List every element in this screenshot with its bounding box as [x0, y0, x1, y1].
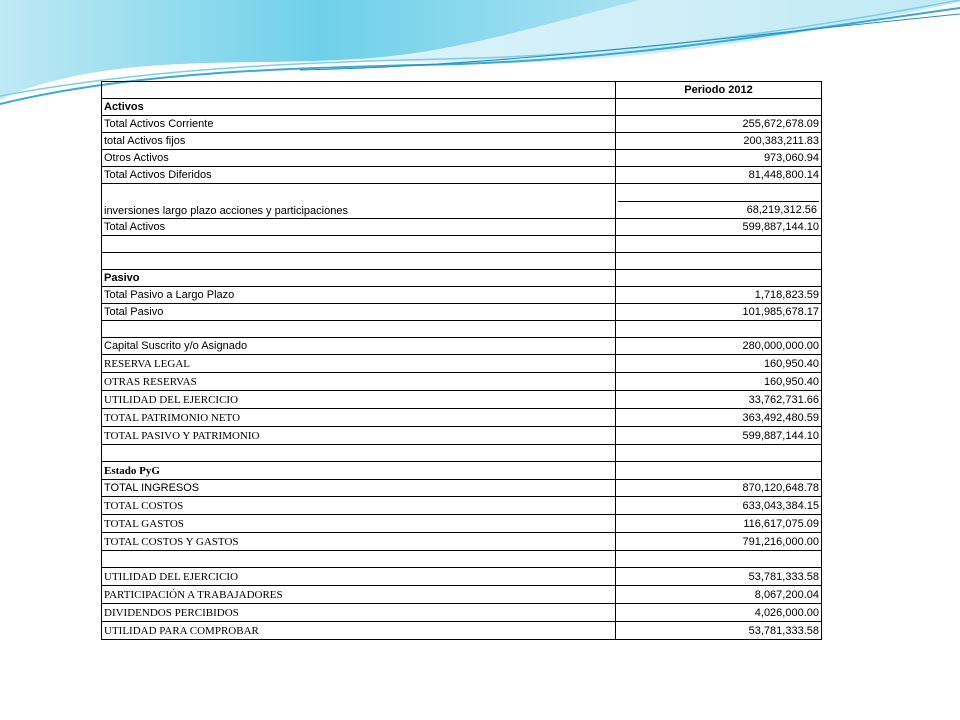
row-label: UTILIDAD PARA COMPROBAR — [102, 622, 616, 640]
table-row — [102, 304, 822, 321]
row-value: 255,672,678.09 — [616, 116, 822, 133]
period-header: Periodo 2012 — [616, 82, 822, 99]
row-value — [616, 551, 822, 568]
row-value: 116,617,075.09 — [616, 515, 822, 533]
row-value — [616, 445, 822, 462]
row-label: DIVIDENDOS PERCIBIDOS — [102, 604, 616, 622]
row-value: 33,762,731.66 — [616, 391, 822, 409]
table-row — [102, 116, 822, 133]
row-label: Pasivo — [102, 270, 616, 287]
row-value: 53,781,333.58 — [616, 568, 822, 586]
row-value: 81,448,800.14 — [616, 167, 822, 184]
table-header-row — [102, 82, 822, 99]
row-value: 791,216,000.00 — [616, 533, 822, 551]
row-value: 160,950.40 — [616, 373, 822, 391]
table-row — [102, 480, 822, 497]
row-label: Activos — [102, 99, 616, 116]
row-value: 53,781,333.58 — [616, 622, 822, 640]
table-row — [102, 462, 822, 480]
row-value — [616, 99, 822, 116]
row-value — [616, 270, 822, 287]
row-value: 8,067,200.04 — [616, 586, 822, 604]
table-row-empty — [102, 321, 822, 338]
row-label: TOTAL PASIVO Y PATRIMONIO — [102, 427, 616, 445]
table-row — [102, 338, 822, 355]
row-label: inversiones largo plazo acciones y participaciones — [102, 184, 616, 219]
row-value-cell — [616, 184, 822, 219]
row-label: TOTAL INGRESOS — [102, 480, 616, 497]
row-value — [616, 321, 822, 338]
table-row — [102, 391, 822, 409]
row-label: Total Pasivo — [102, 304, 616, 321]
table-row — [102, 150, 822, 167]
table-row — [102, 622, 822, 640]
table-row — [102, 497, 822, 515]
row-value — [616, 253, 822, 270]
row-label — [102, 445, 616, 462]
row-label: PARTICIPACIÓN A TRABAJADORES — [102, 586, 616, 604]
row-label — [102, 551, 616, 568]
row-value: 633,043,384.15 — [616, 497, 822, 515]
table-row — [102, 373, 822, 391]
row-label: OTRAS RESERVAS — [102, 373, 616, 391]
row-label — [102, 236, 616, 253]
row-label: UTILIDAD DEL EJERCICIO — [102, 568, 616, 586]
row-label — [102, 253, 616, 270]
row-value: 200,383,211.83 — [616, 133, 822, 150]
row-value: 870,120,648.78 — [616, 480, 822, 497]
table-row-empty — [102, 253, 822, 270]
row-label: Total Activos Diferidos — [102, 167, 616, 184]
row-label: TOTAL COSTOS Y GASTOS — [102, 533, 616, 551]
row-label: TOTAL PATRIMONIO NETO — [102, 409, 616, 427]
row-label: UTILIDAD DEL EJERCICIO — [102, 391, 616, 409]
row-value: 599,887,144.10 — [616, 427, 822, 445]
table-row — [102, 270, 822, 287]
row-label: Otros Activos — [102, 150, 616, 167]
row-label: Total Activos — [102, 219, 616, 236]
row-label: Total Pasivo a Largo Plazo — [102, 287, 616, 304]
table-row — [102, 586, 822, 604]
row-label: Capital Suscrito y/o Asignado — [102, 338, 616, 355]
row-value: 160,950.40 — [616, 355, 822, 373]
table-row — [102, 355, 822, 373]
row-label: Estado PyG — [102, 462, 616, 480]
table-row — [102, 533, 822, 551]
row-value: 68,219,312.56 — [746, 204, 817, 216]
table-row-empty — [102, 551, 822, 568]
table-row — [102, 219, 822, 236]
row-value: 280,000,000.00 — [616, 338, 822, 355]
empty-subcell — [618, 184, 819, 202]
row-value: 973,060.94 — [616, 150, 822, 167]
table-row — [102, 99, 822, 116]
table-row-empty — [102, 445, 822, 462]
row-label — [102, 321, 616, 338]
row-label: TOTAL COSTOS — [102, 497, 616, 515]
table-row — [102, 409, 822, 427]
row-label: total Activos fijos — [102, 133, 616, 150]
row-value: 1,718,823.59 — [616, 287, 822, 304]
label-cell — [102, 82, 616, 99]
table-row — [102, 604, 822, 622]
table-row — [102, 568, 822, 586]
row-value: 4,026,000.00 — [616, 604, 822, 622]
table-row — [102, 515, 822, 533]
table-row-empty — [102, 236, 822, 253]
table-row — [102, 167, 822, 184]
table-row — [102, 133, 822, 150]
row-label: Total Activos Corriente — [102, 116, 616, 133]
row-value: 101,985,678.17 — [616, 304, 822, 321]
table-row — [102, 287, 822, 304]
row-label: RESERVA LEGAL — [102, 355, 616, 373]
table-row — [102, 184, 822, 219]
row-label: TOTAL GASTOS — [102, 515, 616, 533]
row-value: 363,492,480.59 — [616, 409, 822, 427]
row-value — [616, 236, 822, 253]
table-row — [102, 427, 822, 445]
row-value — [616, 462, 822, 480]
row-value: 599,887,144.10 — [616, 219, 822, 236]
financial-table — [101, 81, 822, 640]
